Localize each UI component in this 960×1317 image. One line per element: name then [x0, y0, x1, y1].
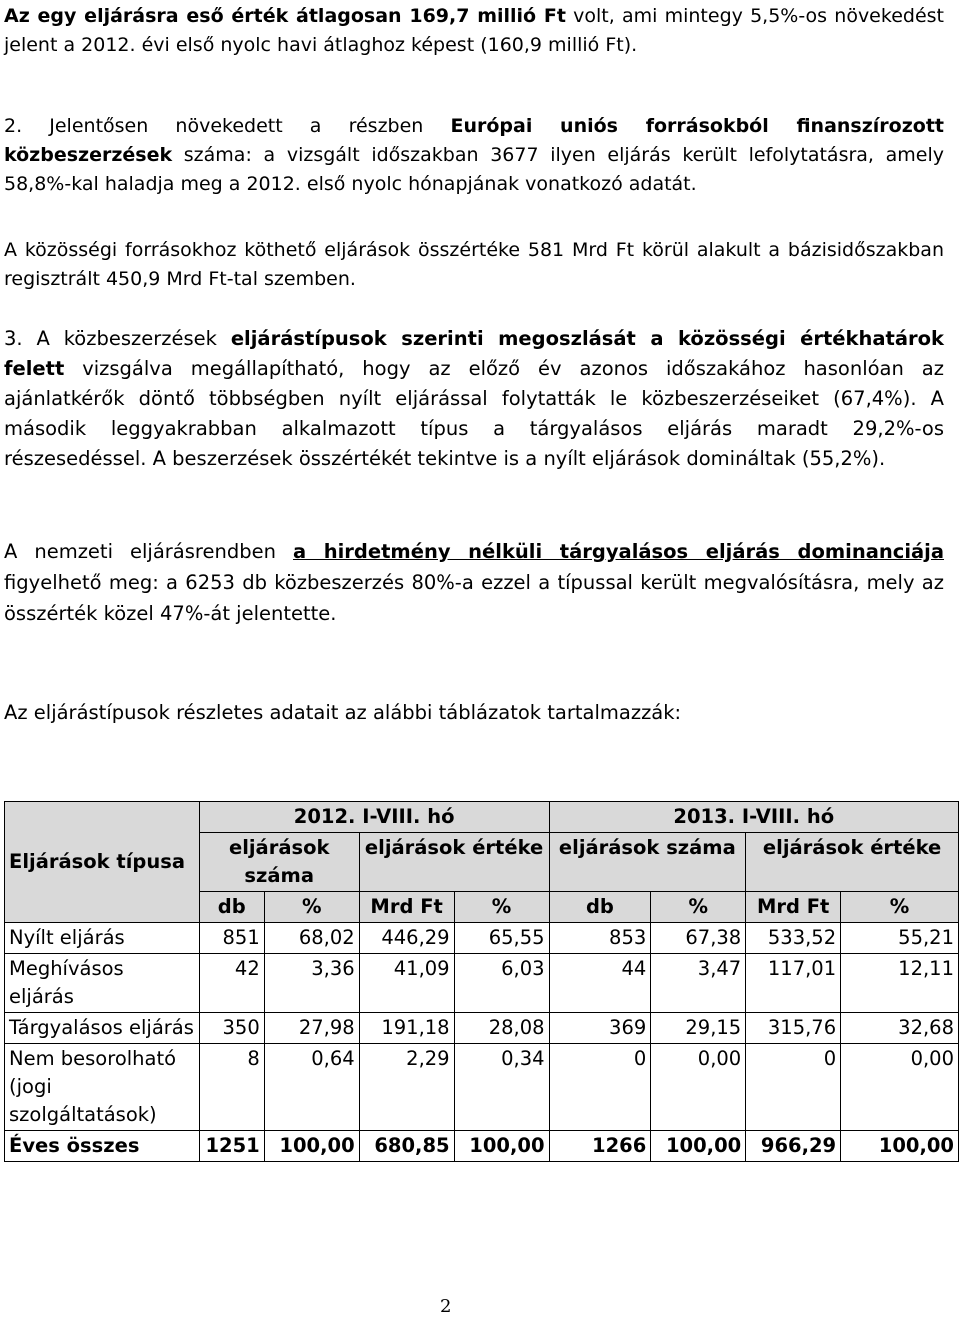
value-2013-header: eljárások értéke	[746, 833, 959, 892]
table-cell: 3,47	[651, 954, 746, 1013]
table-total-row	[5, 1131, 959, 1162]
procedure-types-lead: 3. A közbeszerzések	[4, 327, 231, 350]
procedure-type-cell: Meghívásos eljárás	[5, 954, 200, 1013]
paragraph-average-value	[4, 2, 944, 60]
table-row	[5, 1013, 959, 1044]
table-cell: 28,08	[454, 1013, 549, 1044]
table-cell: 3,36	[264, 954, 359, 1013]
national-regime-bold: a hirdetmény nélküli tárgyalásos eljárás dominanciája	[292, 540, 945, 563]
table-cell: 853	[549, 923, 651, 954]
total-cell: 100,00	[264, 1131, 359, 1162]
table-cell: 67,38	[651, 923, 746, 954]
unit-header: Mrd Ft	[359, 892, 454, 923]
procedure-types-bold: eljárástípusok szerinti megoszlását a közösségi értékhatárok felett	[4, 327, 944, 380]
table-cell: 117,01	[746, 954, 841, 1013]
table-cell: 0,34	[454, 1044, 549, 1131]
procedure-types-table	[4, 801, 959, 1162]
table-cell: 42	[199, 954, 264, 1013]
table-cell: 2,29	[359, 1044, 454, 1131]
count-2013-header: eljárások száma	[549, 833, 746, 892]
table-cell: 0,00	[841, 1044, 959, 1131]
table-cell: 27,98	[264, 1013, 359, 1044]
total-cell: 100,00	[841, 1131, 959, 1162]
table-cell: 32,68	[841, 1013, 959, 1044]
unit-header: db	[549, 892, 651, 923]
eu-funded-lead: 2. Jelentősen növekedett a részben	[4, 115, 451, 137]
table-cell: 446,29	[359, 923, 454, 954]
table-cell: 0,64	[264, 1044, 359, 1131]
table-cell: 44	[549, 954, 651, 1013]
period-2012-header: 2012. I-VIII. hó	[199, 802, 549, 833]
total-label-cell: Éves összes	[5, 1131, 200, 1162]
paragraph-table-intro: Az eljárástípusok részletes adatait az alábbi táblázatok tartalmazzák:	[4, 701, 682, 724]
table-row	[5, 954, 959, 1013]
table-cell: 6,03	[454, 954, 549, 1013]
table-cell: 851	[199, 923, 264, 954]
unit-header: db	[199, 892, 264, 923]
table-cell: 369	[549, 1013, 651, 1044]
paragraph-national-regime	[4, 536, 944, 629]
value-2012-header: eljárások értéke	[359, 833, 549, 892]
eu-funded-bold: Európai uniós forrásokból finanszírozott közbeszerzések	[4, 115, 944, 166]
table-cell: 0	[746, 1044, 841, 1131]
procedure-type-cell: Tárgyalásos eljárás	[5, 1013, 200, 1044]
table-cell: 55,21	[841, 923, 959, 954]
table-cell: 350	[199, 1013, 264, 1044]
total-cell: 966,29	[746, 1131, 841, 1162]
paragraph-procedure-types	[4, 324, 944, 474]
unit-header: %	[841, 892, 959, 923]
table-cell: 65,55	[454, 923, 549, 954]
count-2012-header: eljárások száma	[199, 833, 359, 892]
procedure-types-text: vizsgálva megállapítható, hogy az előző év azonos időszakához hasonlóan az ajánlatkérők döntő többségben nyílt eljárással folytatták le közbeszerzéseiket (67,4%). A második leggyakrabban alkalmazott típus a tárgyalásos eljárás maradt 29,2%-os részesedéssel. A beszerzések összértékét tekintve is a nyílt eljárások domináltak (55,2%).	[4, 357, 944, 470]
table-cell: 29,15	[651, 1013, 746, 1044]
unit-header: %	[651, 892, 746, 923]
national-regime-text: figyelhető meg: a 6253 db közbeszerzés 80%-a ezzel a típussal került megvalósításra, mely az összérték közel 47%-át jelentette.	[4, 571, 944, 625]
average-value-text: volt, ami mintegy 5,5%-os növekedést jelent a 2012. évi első nyolc havi átlaghoz képest (160,9 millió Ft).	[4, 5, 944, 56]
table-row	[5, 923, 959, 954]
paragraph-community-sources: A közösségi forrásokhoz köthető eljárások összértéke 581 Mrd Ft körül alakult a bázisidőszakban regisztrált 450,9 Mrd Ft-tal szemben.	[4, 239, 944, 290]
table-cell: 41,09	[359, 954, 454, 1013]
total-cell: 680,85	[359, 1131, 454, 1162]
total-cell: 1251	[199, 1131, 264, 1162]
total-cell: 100,00	[651, 1131, 746, 1162]
table-cell: 12,11	[841, 954, 959, 1013]
table-row	[5, 1044, 959, 1131]
total-cell: 1266	[549, 1131, 651, 1162]
table-cell: 8	[199, 1044, 264, 1131]
procedure-type-cell: Nem besorolható (jogi szolgáltatások)	[5, 1044, 200, 1131]
unit-header: %	[264, 892, 359, 923]
procedure-type-cell: Nyílt eljárás	[5, 923, 200, 954]
paragraph-eu-funded	[4, 112, 944, 199]
average-value-bold: Az egy eljárásra eső érték átlagosan 169,7 millió Ft	[4, 5, 566, 27]
table-cell: 191,18	[359, 1013, 454, 1044]
period-2013-header: 2013. I-VIII. hó	[549, 802, 958, 833]
unit-header: %	[454, 892, 549, 923]
page-number: 2	[440, 1296, 452, 1317]
table-cell: 0	[549, 1044, 651, 1131]
table-cell: 533,52	[746, 923, 841, 954]
national-regime-lead: A nemzeti eljárásrendben	[4, 540, 293, 563]
table-cell: 68,02	[264, 923, 359, 954]
table-cell: 0,00	[651, 1044, 746, 1131]
unit-header: Mrd Ft	[746, 892, 841, 923]
table-cell: 315,76	[746, 1013, 841, 1044]
total-cell: 100,00	[454, 1131, 549, 1162]
eu-funded-text: száma: a vizsgált időszakban 3677 ilyen eljárás került lefolytatásra, amely 58,8%-kal haladja meg a 2012. első nyolc hónapjának vonatkozó adatát.	[4, 144, 944, 195]
row-header-cell: Eljárások típusa	[5, 802, 200, 923]
